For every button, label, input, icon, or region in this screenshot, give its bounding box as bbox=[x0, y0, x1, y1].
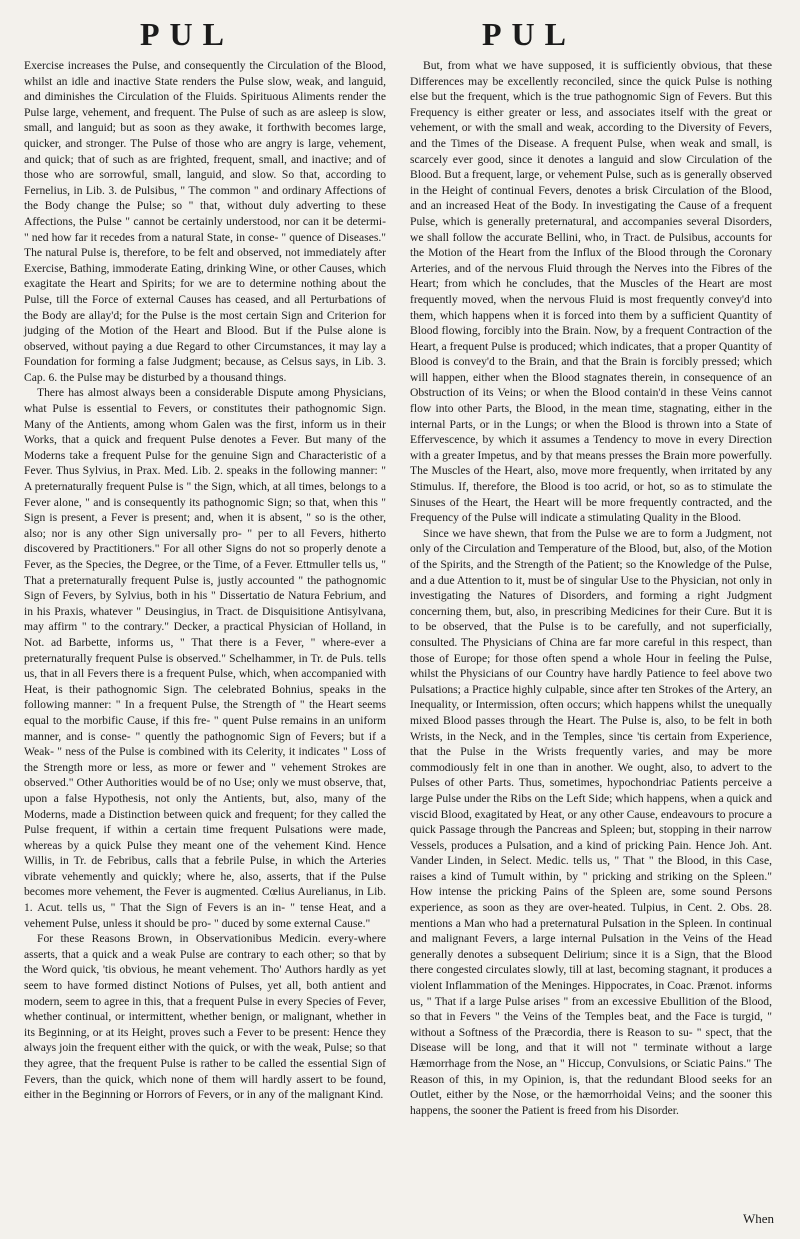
left-text-column bbox=[24, 58, 386, 1103]
right-paragraph-1: But, from what we have supposed, it is sufficiently obvious, that these Differences may be excellently reconciled, since the quick Pulse is nothing else but the frequent, which is the true pathognomic Sign of Fevers. But this Frequency is either greater or less, and associates itself with the great or vehement, or with the small and weak, according to the Diversity of Fevers, and the Times of the Disease. A frequent Pulse, when weak and small, is scarcely ever good, since it denotes a languid and slow Circulation of the Blood. But a frequent, large, or vehement Pulse, such as is generally observed in the Height of continual Fevers, denotes a brisk Circulation of the Blood, and an increased Heat of the Body. In investigating the Cause of a frequent Pulse, which is generally preternatural, and accompanies several Disorders, we shall follow the accurate Bellini, who, in Tract. de Pulsibus, accounts for the Motion of the Heart from the Influx of the Blood through the Coronary Arteries, and of the nervous Fluid through the Nerves into the Fibres of the Heart; from which he concludes, that the Muscles of the Heart are most frequently moved, when the nervous Fluid is most frequently convey'd into them, which happens when it is forced into them by a sufficient Quantity of Blood flowing, forcibly into the Brain. Now, by a frequent Contraction of the Heart, a frequent Pulse is produced; which indicates, that a proper Quantity of Blood is convey'd to the Brain, and that the Brain is forcibly pressed; which will happen, either when the Blood stagnates therein, in consequence of an Obstruction of its Veins; or when the Blood contain'd in these Veins cannot flow into other Parts, the Blood, in the mean time, stagnating, either in the internal Parts, or in the Lungs; or when the Blood is thrown into a State of Effervescence, by which it assumes a Tendency to move in every Direction with a greater Impetus, and by that means presses the Brain more powerfully. The Muscles of the Heart, also, move more frequently, when irritated by any Stimulus. If, therefore, the Blood is too acrid, or hot, so as to stimulate the Sinuses of the Heart, the Heart will be more frequently contracted, and the Frequency of the Pulse will indicate a stimulating Quality in the Blood. bbox=[410, 59, 772, 525]
running-head-right: PUL bbox=[482, 16, 576, 52]
right-paragraph-2: Since we have shewn, that from the Pulse we are to form a Judgment, not only of the Circulation and Temperature of the Blood, but, also, of the Motion of the Spirits, and the Strength of the Patient; so the Knowledge of the Pulse, and a due Attention to it, must be of singular Use to the Physician, not only in investigating the Natures of Disorders, and forming a right Judgment concerning them, but, also, in prescribing Medicines for their Cure. But it is to be observed, that the Pulse is to be carefully, and not superficially, consulted. The Physicians of China are far more careful in this respect, than those of Europe; for those often spend a whole Hour in feeling the Pulse, whilst the Physicians of our Country have hardly Patience to feel above two Pulsations; a Practice highly culpable, since after ten Strokes of the Artery, an Inequality, or Intermission, often occurs; which happens whilst the unequally mixed Blood passes through the Heart. The Pulse is, also, to be felt in both Wrists, in the Neck, and in the Temples, since 'tis certain from Experience, that the Pulse in the Wrists frequently varies, and may be more commodiously felt in one than in another. We ought, also, to advert to the Pulses of other Parts. Thus, sometimes, hypochondriac Patients perceive a large Pulse under the Ribs on the Left Side; which happens, when a quick and viscid Blood, exagitated by Heat, or any other Cause, endeavours to procure a quick Passage through the Pancreas and Spleen; but, stopping in their narrow Vessels, produces a Pulsation, and a kind of pricking Pain. Hence Joh. Ant. Vander Linden, in Select. Medic. tells us, " That " the Blood, in this Case, raises a kind of Tumult within, by " pricking and striking on the Spleen." How intense the pricking Pains of the Spleen are, some sound Persons experience, as soon as they are over-heated. Tulpius, in Cent. 2. Obs. 28. mentions a Man who had a preternatural Pulsation in the Spleen. In continual and malignant Fevers, a large internal Pulsation in the Veins of the Head generally denotes a subsequent Delirium; since it is a Sign, that the Blood there congested circulates slowly, till at last, becoming stagnant, it produces a violent Inflammation of the Meninges. Hippocrates, in Coac. Prænot. informs us, " That if a large Pulse arises " from an excessive Ebullition of the Blood, so that in Fevers " the Veins of the Temples beat, and the Face is turgid, " without a Softness of the Præcordia, there is Reason to su- " spect, that the Disease will be long, and that it will not " terminate without a large Hæmorrhage from the Nose, an " Hiccup, Convulsions, or Sciatic Pains." The Reason of this, in my Opinion, is, that the redundant Blood seeks for an Outlet, either by the Nose, or the hæmorrhoidal Veins; and the sooner this happens, the sooner the Patient is freed from his Disorder. bbox=[410, 526, 772, 1117]
catchword: When bbox=[742, 1211, 774, 1226]
left-paragraph-2: There has almost always been a considerable Dispute among Physicians, what Pulse is essential to Fevers, or constitutes their pathognomic Sign. Many of the Antients, among whom Galen was the first, inform us in their Works, that a quick and frequent Pulse denotes a Fever. But many of the Moderns take a frequent Pulse for the genuine Sign and Characteristic of a Fever. Thus Sylvius, in Prax. Med. Lib. 2. speaks in the following manner: " A preternaturally frequent Pulse is " the Sign, which, at all times, belongs to a Fever alone, " and is consequently its pathognomic Sign; so that, when this " Sign is present, a Fever is present; and, when it is absent, " so is the other, also; nor is any other Sign universally pro- " per to all Fevers, hitherto discovered by Practitioners." For all other Signs do not so properly denote a Fever, as the Species, the Degree, or the Time, of a Fever. Ettmuller tells us, " That a preternaturally frequent Pulse is, justly accounted " the pathognomic Sign of Fevers, by Sylvius, both in his " Dissertatio de Natura Febrium, and in his Praxis, whatever " Deusingius, in Tract. de Disquisitione Antisylvana, may affirm " to the contrary." Decker, a practical Physician of Holland, in Not. ad Barbette, informs us, " That there is a Fever, " where-ever a preternaturally frequent Pulse is observed." Schelhammer, in Tr. de Puls. tells us, that in all Fevers there is a frequent Pulse, which, when accompanied with Heat, is their pathognomic Sign. The celebrated Bohnius, speaks in the following manner: " In a frequent Pulse, the Strength of " the Heart seems equal to the morbific Cause, if this fre- " quent Pulse remains in an uniform manner, and is conse- " quently the pathognomic Sign of Fevers; but if a Weak- " ness of the Pulse is combined with its Celerity, it indicates " Loss of the Strength more or less, as more or fewer and " vehement Strokes are observed." Other Authorities would be of no Use; only we must observe, that, upon a false Hypothesis, not only the Antients, but, also, many of the Moderns, made a Distinction between quick and frequent; for they called the Pulse frequent, if within a certain time frequent Pulsations were made, whereas by a quick Pulse they meant one of the vehement Kind. Hence Willis, in Tr. de Febribus, calls that a febrile Pulse, in which the Arteries vibrate vehemently and quickly; where he, also, asserts, that if the Pulse becomes more vehement, the Fever is augmented. Cœlius Aurelianus, in Lib. 1. Acut. tells us, " That the Sign of Fevers is an in- " tense Heat, and a vehement Pulse, unless it should be pro- " duced by some external Cause." bbox=[24, 386, 386, 930]
left-paragraph-3: For these Reasons Brown, in Observationibus Medicin. every-where asserts, that a quick and a weak Pulse are contrary to each other; so that by the Word quick, 'tis obvious, he meant vehement. Tho' Authors hardly as yet seem to have formed distinct Notions of Pulses, yet all, both antient and modern, seem to agree in this, that a frequent Pulse in every Species of Fever, whether continual, or intermittent, whether benign, or malignant, whether in its Beginning, or at its Height, proves such a Fever to be present: Hence they always join the frequent either with the quick, or with the weak, Pulse; so that they agree, that the frequent Pulse is rather to be called the essential Sign of Fevers, than the quick, which none of them will hardly assert to be found, either in the Beginning or Horrors of Fevers, or in any of the malignant Kind. bbox=[24, 932, 386, 1102]
left-paragraph-1: Exercise increases the Pulse, and consequently the Circulation of the Blood, whilst an idle and inactive State renders the Pulse slow, weak, and languid, and diminishes the Circulation of the Fluids. Spirituous Aliments render the Pulse large, vehement, and frequent. The Pulse of such as are asleep is slow, small, and languid; but as soon as they awake, it forthwith becomes large, quicker, and stronger. The Pulse of those who are angry is large, vehement, and quick; that of such as are frighted, frequent, small, and inactive; and of those who are sorrowful, small, languid, and slow. So that, according to Fernelius, in Lib. 3. de Pulsibus, " The common " and ordinary Affections of the Body change the Pulse; so " that, without duly adverting to these Affections, the Pulse " cannot be certainly understood, nor can it be determi- " ned how far it recedes from a natural State, in conse- " quence of Diseases." The natural Pulse is, therefore, to be felt and observed, not immediately after Exercise, Bathing, immoderate Eating, drinking Wine, or other Causes, which exagitate the Heart and Spirits; for we are to determine nothing about the Pulse, till the Force of external Causes has ceased, and all Perturbations of the Body are allay'd; for the Pulse is the most certain Sign and Criterion for judging of the Motion of the Heart and Blood. But if the Pulse alone is observed, without paying a due Regard to other Circumstances, it may lay a Foundation for forming a false Judgment; because, as Celsus says, in Lib. 3. Cap. 6. the Pulse may be disturbed by a thousand things. bbox=[24, 59, 386, 384]
right-text-column bbox=[410, 58, 772, 1118]
running-head-left: PUL bbox=[140, 16, 234, 52]
